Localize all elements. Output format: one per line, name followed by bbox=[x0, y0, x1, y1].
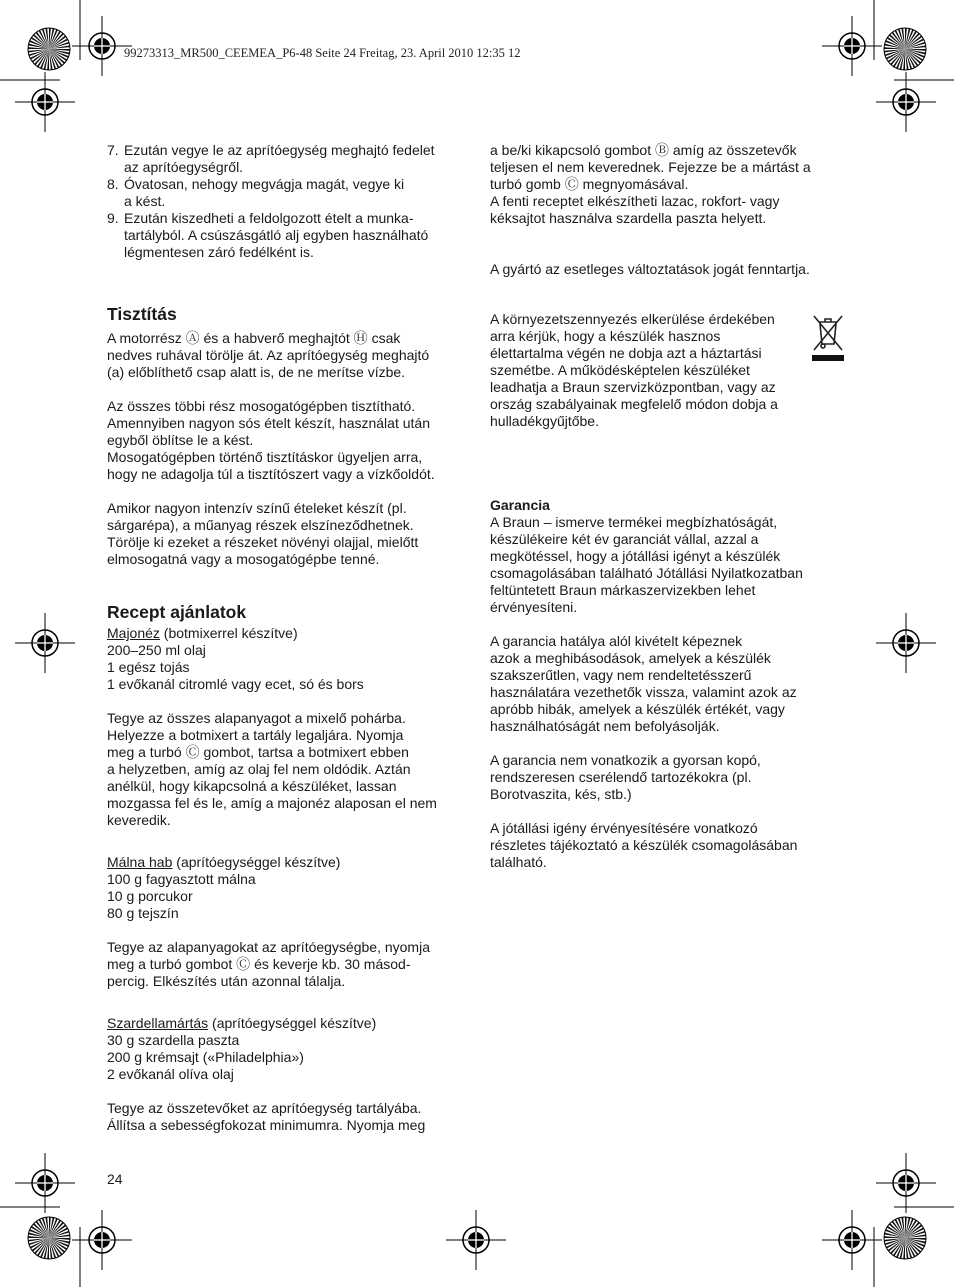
recipes-title: Recept ajánlatok bbox=[107, 602, 247, 622]
text-line: A garancia hatálya alól kivételt képeznek bbox=[490, 633, 743, 649]
registration-mark-icon bbox=[876, 613, 936, 673]
text-line: A környezetszennyezés elkerülése érdekében bbox=[490, 311, 775, 327]
page-number: 24 bbox=[107, 1171, 123, 1187]
text-line: a helyzetben, amíg az olaj fel nem oldódik. Aztán bbox=[107, 761, 411, 777]
text-line: A motorrész Ⓐ és a habverő meghajtót Ⓗ csak bbox=[107, 330, 401, 346]
text-line: Állítsa a sebességfokozat minimumra. Nyomja meg bbox=[107, 1117, 426, 1133]
text-line: Helyezze a botmixert a tartály legaljára. Nyomja bbox=[107, 727, 404, 743]
text-line: Tegye az összes alapanyagot a mixelő pohárba. bbox=[107, 710, 406, 726]
text-line: A fenti receptet elkészítheti lazac, rokfort- vagy bbox=[490, 193, 780, 209]
text-line: szemétbe. A működésképtelen készüléket bbox=[490, 362, 750, 378]
step-number: 7. bbox=[107, 142, 119, 158]
text-line: Óvatosan, nehogy megvágja magát, vegye ki bbox=[124, 176, 405, 192]
text-line: arra kérjük, hogy a készülék hasznos bbox=[490, 328, 721, 344]
text-line: tartályból. A csúszásgátló alj egyben használható bbox=[124, 227, 429, 243]
text-line: Tegye az összetevőket az aprítóegység tartályába. bbox=[107, 1100, 422, 1116]
text-line: A garancia nem vonatkozik a gyorsan kopó, bbox=[490, 752, 761, 768]
text-line: megkötéssel, hogy a jótállási igényt a készülék bbox=[490, 548, 781, 564]
registration-mark-icon bbox=[72, 16, 132, 76]
text-line: anélkül, hogy kikapcsolná a készüléket, lassan bbox=[107, 778, 397, 794]
text-line: percig. Elkészítés után azonnal tálalja. bbox=[107, 973, 346, 989]
text-line: Tegye az alapanyagokat az aprítóegységbe, nyomja bbox=[107, 939, 430, 955]
mayo-note: (botmixerrel készítve) bbox=[159, 625, 298, 641]
text-line: 1 evőkanál citromlé vagy ecet, só és bors bbox=[107, 676, 364, 692]
printer-color-wheel-icon bbox=[28, 1217, 70, 1259]
text-line: rendszeresen cserélendő tartozékokra (pl. bbox=[490, 769, 752, 785]
mayo-name: Majonéz bbox=[107, 625, 160, 641]
text-line: nedves ruhával törölje át. Az aprítóegység meghajtó bbox=[107, 347, 430, 363]
text-line: csomagolásában található Jótállási Nyilatkozatban bbox=[490, 565, 803, 581]
text-line: kéksajtot használva szardella paszta helyett. bbox=[490, 210, 767, 226]
text-line: azok a meghibásodások, amelyek a készülék bbox=[490, 650, 771, 666]
text-line: meg a turbó Ⓒ gombot, tartsa a botmixert ebben bbox=[107, 744, 409, 760]
text-line: apróbb hibák, amelyek a készülék értékét, vagy bbox=[490, 701, 785, 717]
text-line: A Braun – ismerve termékei megbízhatóságát, bbox=[490, 514, 778, 530]
text-line: 1 egész tojás bbox=[107, 659, 190, 675]
text-line: 100 g fagyasztott málna bbox=[107, 871, 256, 887]
text-line: turbó gomb Ⓒ megnyomásával. bbox=[490, 176, 689, 192]
text-line: készülékeire két év garanciát vállal, azzal a bbox=[490, 531, 759, 547]
text-line: Mosogatógépben történő tisztításkor ügyeljen arra, bbox=[107, 449, 423, 465]
text-line: feltüntetett Braun márkaszervizekben lehet bbox=[490, 582, 756, 598]
cleaning-title: Tisztítás bbox=[107, 304, 177, 324]
text-line: hulladékgyűjtőbe. bbox=[490, 413, 599, 429]
manufacturer-note: A gyártó az esetleges változtatások jogát fenntartja. bbox=[490, 261, 810, 277]
text-line: légmentesen záró fedélként is. bbox=[124, 244, 314, 260]
text-line: egyből öblítse le a kést. bbox=[107, 432, 254, 448]
text-line: keveredik. bbox=[107, 812, 171, 828]
registration-mark-icon bbox=[822, 16, 882, 76]
printer-color-wheel-icon bbox=[884, 28, 926, 70]
text-line: a kést. bbox=[124, 193, 166, 209]
registration-mark-icon bbox=[15, 72, 75, 132]
registration-mark-icon bbox=[876, 72, 936, 132]
text-line: Az összes többi rész mosogatógépben tisztítható. bbox=[107, 398, 416, 414]
text-line: 2 evőkanál olíva olaj bbox=[107, 1066, 234, 1082]
warranty-title: Garancia bbox=[490, 497, 550, 513]
text-line: az aprítóegységről. bbox=[124, 159, 244, 175]
text-line: élettartalma végén ne dobja azt a háztartási bbox=[490, 345, 762, 361]
text-line: leadhatja a Braun szervizközpontban, vagy az bbox=[490, 379, 776, 395]
text-line: Ezután kiszedheti a feldolgozott ételt a munka- bbox=[124, 210, 414, 226]
registration-mark-icon bbox=[822, 1210, 882, 1270]
anchovy-name: Szardellamártás bbox=[107, 1015, 209, 1031]
text-line: Amikor nagyon intenzív színű ételeket készít (pl. bbox=[107, 500, 407, 516]
text-line: (a) előblíthető csap alatt is, de ne merítse vízbe. bbox=[107, 364, 406, 380]
registration-mark-icon bbox=[72, 1210, 132, 1270]
print-header: 99273313_MR500_CEEMEA_P6-48 Seite 24 Freitag, 23. April 2010 12:35 12 bbox=[124, 46, 521, 60]
registration-mark-icon bbox=[876, 1153, 936, 1213]
anchovy-note: (aprítóegységgel készítve) bbox=[208, 1015, 377, 1031]
text-line: 200–250 ml olaj bbox=[107, 642, 206, 658]
text-line: található. bbox=[490, 854, 547, 870]
text-line: Amennyiben nagyon sós ételt készít, használat után bbox=[107, 415, 430, 431]
text-line: 10 g porcukor bbox=[107, 888, 193, 904]
text-line: elmosogatná vagy a mosogatógépbe tenné. bbox=[107, 551, 380, 567]
text-line: használhatóságát nem befolyásolják. bbox=[490, 718, 720, 734]
registration-mark-icon bbox=[15, 613, 75, 673]
text-line: hogy ne adagolja túl a tisztítószert vagy a vízkőoldót. bbox=[107, 466, 435, 482]
text-line: szakszerűtlen, vagy nem rendeltetésszerű bbox=[490, 667, 752, 683]
text-line: a be/ki kikapcsoló gombot Ⓑ amíg az összetevők bbox=[490, 142, 797, 158]
text-line: meg a turbó gombot Ⓒ és keverje kb. 30 másod- bbox=[107, 956, 411, 972]
text-line: A jótállási igény érvényesítésére vonatkozó bbox=[490, 820, 758, 836]
text-line: használatára vezethetők vissza, valamint azok az bbox=[490, 684, 797, 700]
text-line: Törölje ki ezeket a részeket növényi olajjal, mielőtt bbox=[107, 534, 419, 550]
text-line: Borotvaszita, kés, stb.) bbox=[490, 786, 632, 802]
registration-mark-icon bbox=[15, 1153, 75, 1213]
raspberry-note: (aprítóegységgel készítve) bbox=[172, 854, 341, 870]
text-line: Ezután vegye le az aprítóegység meghajtó fedelet bbox=[124, 142, 435, 158]
printer-color-wheel-icon bbox=[28, 28, 70, 70]
text-line: teljesen el nem keverednek. Fejezze be a mártást a bbox=[490, 159, 811, 175]
step-number: 8. bbox=[107, 176, 119, 192]
text-line: ország szabályainak megfelelő módon dobja a bbox=[490, 396, 778, 412]
text-line: mozgassa fel és le, amíg a majonéz alaposan el nem bbox=[107, 795, 437, 811]
text-line: 80 g tejszín bbox=[107, 905, 179, 921]
text-line: 30 g szardella paszta bbox=[107, 1032, 240, 1048]
step-number: 9. bbox=[107, 210, 119, 226]
text-line: sárgarépa), a műanyag részek elszíneződhetnek. bbox=[107, 517, 414, 533]
text-line: érvényesíteni. bbox=[490, 599, 578, 615]
raspberry-name: Málna hab bbox=[107, 854, 173, 870]
printer-color-wheel-icon bbox=[884, 1217, 926, 1259]
text-line: 200 g krémsajt («Philadelphia») bbox=[107, 1049, 304, 1065]
registration-mark-icon bbox=[446, 1210, 506, 1270]
text-line: részletes tájékoztató a készülék csomagolásában bbox=[490, 837, 798, 853]
